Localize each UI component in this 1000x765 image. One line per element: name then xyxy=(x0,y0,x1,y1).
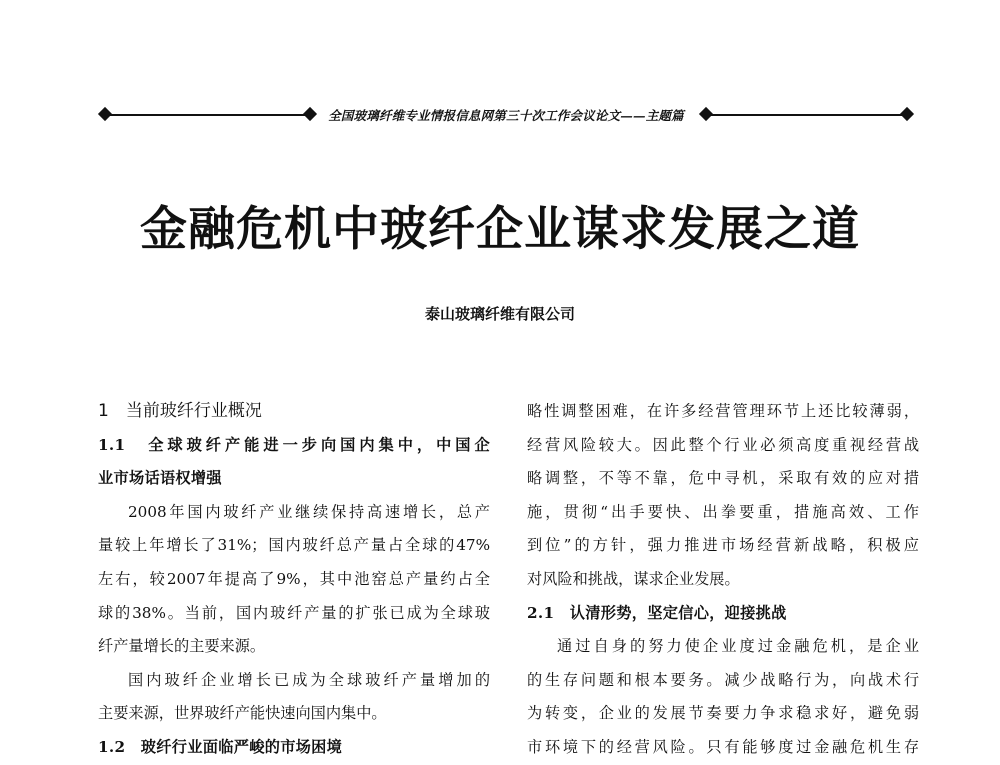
paragraph-line: 国内玻纤企业增长已成为全球玻纤产量增加的 xyxy=(128,670,490,689)
paragraph-line: 通过自身的努力使企业度过金融危机，是企业 xyxy=(557,637,919,656)
diamond-ornament xyxy=(900,107,914,121)
paragraph-line: 市环境下的经营风险。只有能够度过金融危机生存 xyxy=(527,737,919,756)
paper-title: 金融危机中玻纤企业谋求发展之道 xyxy=(140,202,860,257)
paragraph-line: 对风险和挑战，谋求企业发展。 xyxy=(527,569,740,588)
diamond-ornament xyxy=(303,107,317,121)
paragraph-line: 2008年国内玻纤产业继续保持高速增长，总产 xyxy=(128,502,490,521)
subsection-heading-1-1: 1.1 全球玻纤产能进一步向国内集中，中国企 xyxy=(98,435,490,454)
header-rule-left xyxy=(106,114,310,116)
running-header-text: 全国玻璃纤维专业情报信息网第三十次工作会议论文——主题篇 xyxy=(328,108,684,123)
paragraph-line: 左右，较2007年提高了9%，其中池窑总产量约占全 xyxy=(98,569,490,588)
subsection-heading-1-2: 1.2 玻纤行业面临严峻的市场困境 xyxy=(98,737,343,756)
paragraph-line: 施，贯彻“出手要快、出拳要重，措施高效、工作 xyxy=(527,502,919,521)
subsection-heading-2-1: 2.1 认清形势，坚定信心，迎接挑战 xyxy=(527,603,787,622)
paragraph-line: 球的38%。当前，国内玻纤产量的扩张已成为全球玻 xyxy=(98,603,490,622)
paragraph-line: 纤产量增长的主要来源。 xyxy=(98,637,266,656)
section-heading-1: 1 当前玻纤行业概况 xyxy=(98,401,262,421)
paragraph-line: 略调整，不等不靠，危中寻机，采取有效的应对措 xyxy=(527,469,919,488)
paragraph-line: 为转变，企业的发展节奏要力争求稳求好，避免弱 xyxy=(527,704,919,723)
paper-author: 泰山玻璃纤维有限公司 xyxy=(424,305,575,323)
subsection-heading-1-1: 业市场话语权增强 xyxy=(98,469,222,488)
paragraph-line: 略性调整困难，在许多经营管理环节上还比较薄弱， xyxy=(527,402,919,420)
running-header xyxy=(98,103,912,127)
right-column xyxy=(527,395,919,765)
header-rule-right xyxy=(708,114,908,116)
left-column xyxy=(98,395,490,765)
paragraph-line: 经营风险较大。因此整个行业必须高度重视经营战 xyxy=(527,435,919,454)
paragraph-line: 量较上年增长了31%；国内玻纤总产量占全球的47% xyxy=(98,536,490,555)
paragraph-line: 到位”的方针，强力推进市场经营新战略，积极应 xyxy=(527,536,919,555)
paragraph-line: 主要来源，世界玻纤产能快速向国内集中。 xyxy=(98,704,387,723)
paragraph-line: 的生存问题和根本要务。减少战略行为，向战术行 xyxy=(527,670,919,689)
